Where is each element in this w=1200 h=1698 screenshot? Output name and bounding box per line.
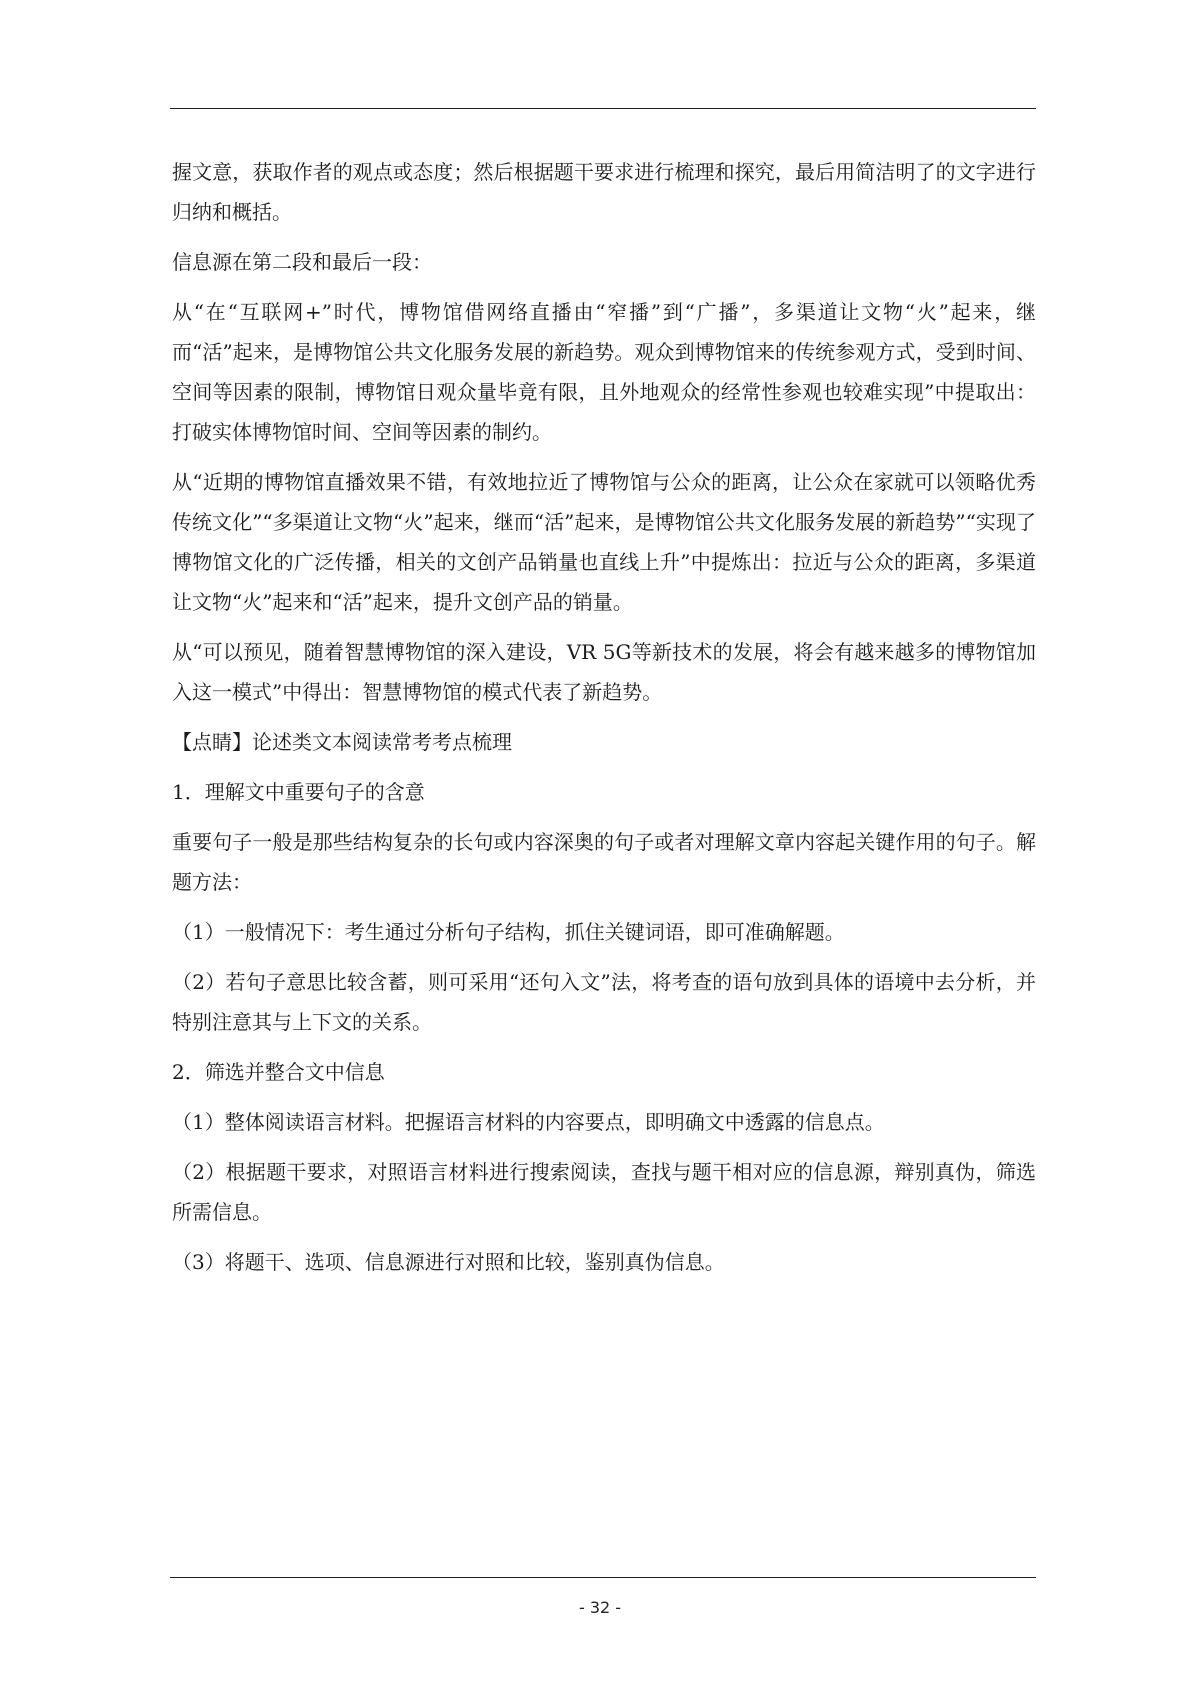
list-item: （1）一般情况下：考生通过分析句子结构，抓住关键词语，即可准确解题。 — [172, 920, 845, 944]
section-heading: 1．理解文中重要句子的含意 — [172, 780, 425, 804]
footer-rule — [170, 1577, 1036, 1578]
list-item: （2）若句子意思比较含蓄，则可采用“还句入文”法，将考查的语句放到具体的语境中去分析，并特别注意其与上下文的关系。 — [172, 970, 1036, 1034]
paragraph: 从“可以预见，随着智慧博物馆的深入建设，VR 5G等新技术的发展，将会有越来越多的博物馆加入这一模式”中得出：智慧博物馆的模式代表了新趋势。 — [172, 640, 1036, 704]
header-rule — [170, 108, 1036, 109]
paragraph: 信息源在第二段和最后一段： — [172, 250, 432, 274]
list-item: （2）根据题干要求，对照语言材料进行搜索阅读，查找与题干相对应的信息源，辩别真伪，筛选所需信息。 — [172, 1160, 1036, 1224]
section-heading: 2．筛选并整合文中信息 — [172, 1060, 385, 1084]
list-item: （1）整体阅读语言材料。把握语言材料的内容要点，即明确文中透露的信息点。 — [172, 1110, 885, 1134]
paragraph: 握文意，获取作者的观点或态度；然后根据题干要求进行梳理和探究，最后用简洁明了的文字进行归纳和概括。 — [172, 160, 1036, 224]
list-item: （3）将题干、选项、信息源进行对照和比较，鉴别真伪信息。 — [172, 1250, 725, 1274]
section-heading: 【点睛】论述类文本阅读常考考点梳理 — [172, 730, 512, 754]
document-body — [172, 152, 1036, 1292]
paragraph: 重要句子一般是那些结构复杂的长句或内容深奥的句子或者对理解文章内容起关键作用的句子。解题方法： — [172, 830, 1036, 894]
page-number: - 32 - — [578, 1598, 622, 1617]
paragraph: 从“近期的博物馆直播效果不错，有效地拉近了博物馆与公众的距离，让公众在家就可以领略优秀传统文化”“多渠道让文物“火”起来，继而“活”起来，是博物馆公共文化服务发展的新趋势”“实现了博物馆文化的广泛传播，相关的文创产品销量也直线上升”中提炼出：拉近与公众的距离，多渠道让文物“火”起来和“活”起来，提升文创产品的销量。 — [172, 470, 1036, 614]
paragraph: 从“在“互联网+”时代，博物馆借网络直播由“窄播”到“广播”，多渠道让文物“火”起来，继而“活”起来，是博物馆公共文化服务发展的新趋势。观众到博物馆来的传统参观方式，受到时间、空间等因素的限制，博物馆日观众量毕竟有限，且外地观众的经常性参观也较难实现”中提取出：打破实体博物馆时间、空间等因素的制约。 — [172, 300, 1036, 444]
